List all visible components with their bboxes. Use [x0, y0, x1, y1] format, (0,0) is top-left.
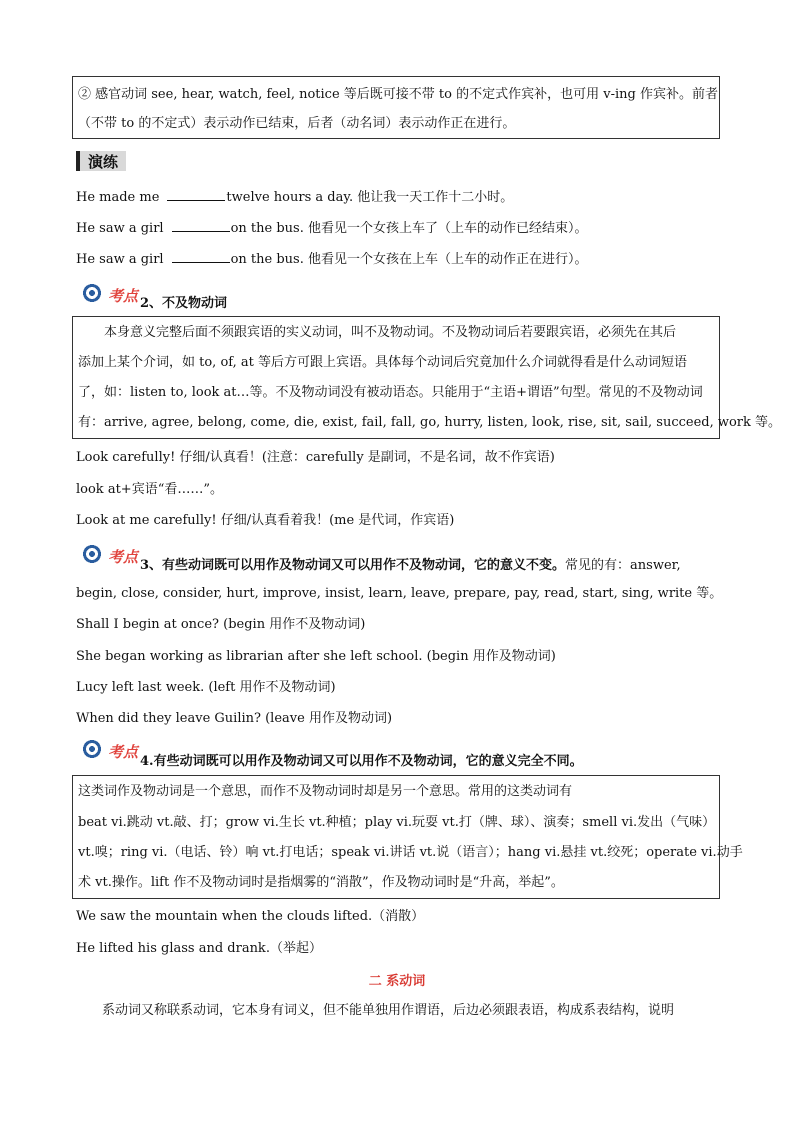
section-title: 2、不及物动词 [140, 296, 228, 311]
section-title: 3、有些动词既可以用作及物动词又可以用作不及物动词，它的意义不变。常见的有：answer, [140, 558, 681, 573]
definition-line: 术 vt.操作。lift 作不及物动词时是指烟雾的“消散”，作及物动词时是“升高，举起”。 [78, 875, 564, 890]
example-line: Lucy left last week. (left 用作不及物动词) [76, 680, 336, 695]
definition-line: 了，如：listen to, look at…等。不及物动词没有被动语态。只能用于“主语+谓语”句型。常见的不及物动词 [78, 385, 703, 400]
definition-line: 添加上某个介词，如 to, of, at 等后方可跟上宾语。具体每个动词后究竟加什么介词就得看是什么动词短语 [78, 355, 687, 370]
answer-blank[interactable] [172, 250, 230, 263]
chapter-heading: 二 系动词 [368, 974, 426, 989]
practice-item: He saw a girl on the bus. 他看见一个女孩上车了（上车的动作已经结束）。 [76, 221, 588, 236]
kaodian-badge: 考点 [78, 735, 140, 763]
example-line: When did they leave Guilin? (leave 用作及物动词) [76, 711, 393, 726]
word-list-line: begin, close, consider, hurt, improve, insist, learn, leave, prepare, pay, read, start, sing, write 等。 [76, 586, 723, 601]
note-box-sense-verbs [72, 76, 720, 139]
kaodian-badge: 考点 [78, 279, 140, 307]
answer-blank[interactable] [172, 219, 230, 232]
definition-line: 这类词作及物动词是一个意思，而作不及物动词时却是另一个意思。常用的这类动词有 [78, 784, 573, 799]
example-line: She began working as librarian after she left school. (begin 用作及物动词) [76, 649, 556, 664]
example-line: look at+宾语“看……”。 [76, 482, 223, 497]
practice-item: He made me twelve hours a day. 他让我一天工作十二小时。 [76, 190, 514, 205]
example-line: Look at me carefully! 仔细/认真看着我！(me 是代词，作宾语) [76, 513, 455, 528]
note-line: ② 感官动词 see, hear, watch, feel, notice 等后既可接不带 to 的不定式作宾补，也可用 v-ing 作宾补。前者 [78, 87, 718, 102]
kaodian-badge: 考点 [78, 540, 140, 568]
definition-line: beat vi.跳动 vt.敲、打；grow vi.生长 vt.种植；play vi.玩耍 vt.打（牌、球）、演奏；smell vi.发出（气味） [78, 815, 716, 830]
target-icon [80, 281, 104, 305]
practice-badge-text: 演练 [87, 153, 119, 171]
example-line: Shall I begin at once? (begin 用作不及物动词) [76, 617, 366, 632]
example-line: He lifted his glass and drank.（举起） [76, 941, 322, 956]
target-icon [80, 542, 104, 566]
section-title: 4.有些动词既可以用作及物动词又可以用作不及物动词，它的意义完全不同。 [140, 754, 583, 769]
example-line: Look carefully! 仔细/认真看！(注意：carefully 是副词，不是名词，故不作宾语) [76, 450, 555, 465]
definition-box-intransitive [72, 316, 782, 439]
definition-box-dual-meaning [72, 775, 743, 899]
practice-item: He saw a girl on the bus. 他看见一个女孩在上车（上车的动作正在进行）。 [76, 252, 588, 267]
definition-line: vt.嗅；ring vi.（电话、铃）响 vt.打电话；speak vi.讲话 vt.说（语言）；hang vi.悬挂 vt.绞死；operate vi.动手 [78, 845, 743, 860]
practice-badge [76, 150, 126, 172]
note-line: （不带 to 的不定式）表示动作已结束，后者（动名词）表示动作正在进行。 [78, 116, 516, 131]
definition-line: 有：arrive, agree, belong, come, die, exist, fail, fall, go, hurry, listen, look, rise, sit, sail, succeed, work 等。 [78, 415, 782, 430]
definition-line: 本身意义完整后面不须跟宾语的实义动词，叫不及物动词。不及物动词后若要跟宾语，必须先在其后 [78, 325, 677, 340]
answer-blank[interactable] [167, 188, 225, 201]
example-line: We saw the mountain when the clouds lifted.（消散） [76, 909, 425, 924]
target-icon [80, 737, 104, 761]
body-paragraph-line: 系动词又称联系动词，它本身有词义，但不能单独用作谓语，后边必须跟表语，构成系表结构，说明 [76, 1003, 675, 1018]
